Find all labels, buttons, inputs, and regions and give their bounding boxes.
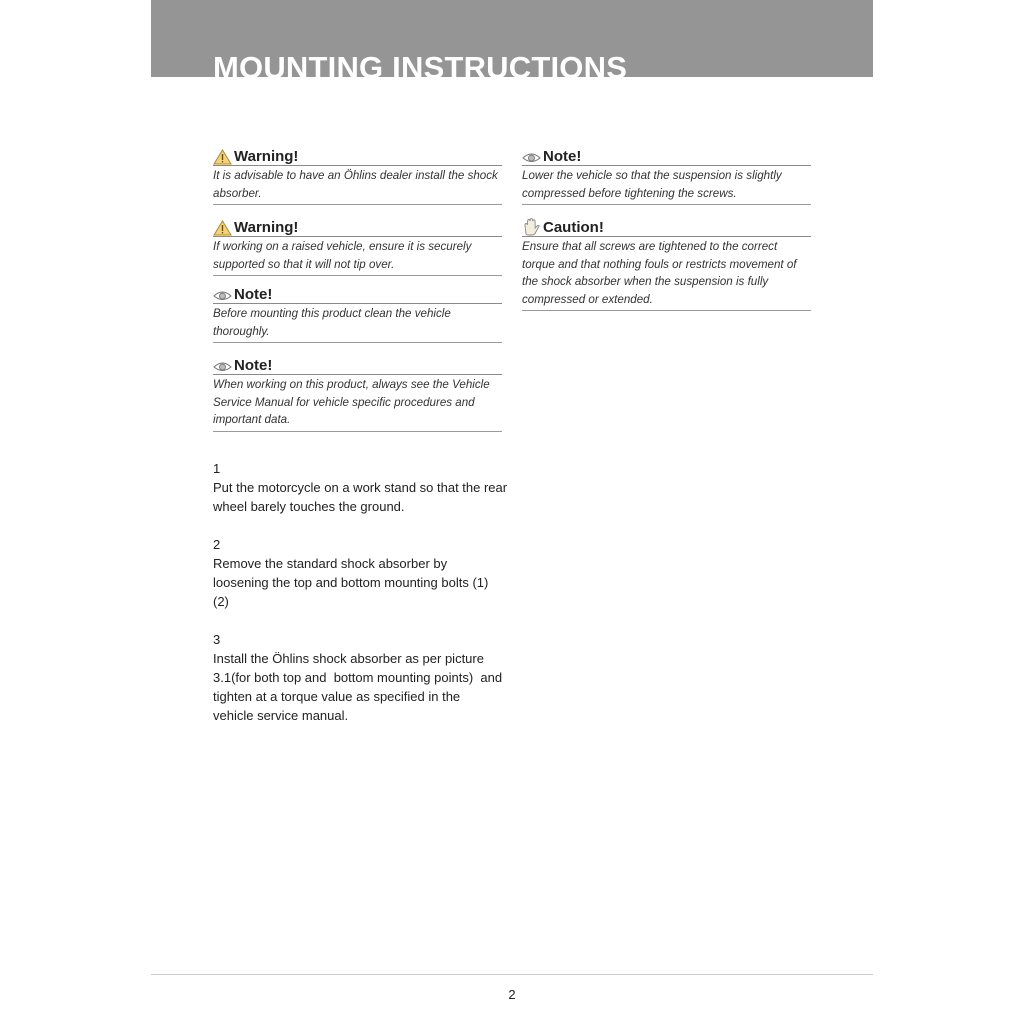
step-text: Put the motorcycle on a work stand so that the rear wheel barely touches the ground. — [213, 480, 508, 514]
notice-header — [522, 217, 811, 237]
warning-notice — [213, 217, 502, 276]
notice-text: If working on a raised vehicle, ensure it is securely supported so that it will not tip over. — [213, 237, 502, 276]
page-title: MOUNTING INSTRUCTIONS — [213, 50, 628, 77]
footer-divider — [151, 974, 873, 975]
notice-text: Before mounting this product clean the vehicle thoroughly. — [213, 304, 502, 343]
step-text: Install the Öhlins shock absorber as per picture 3.1(for both top and bottom mounting points) and tighten at a torque value as specified in the vehicle service manual. — [213, 651, 506, 723]
eye-icon — [522, 149, 541, 165]
step — [213, 630, 513, 725]
page-number: 2 — [508, 987, 516, 1002]
notice-header — [213, 146, 502, 166]
notice-header — [522, 146, 811, 166]
left-notices-column — [213, 146, 502, 444]
notice-title: Warning! — [234, 148, 299, 165]
header-band — [151, 0, 873, 77]
step-number: 1 — [213, 461, 221, 476]
notice-title: Note! — [234, 286, 273, 303]
note-notice — [522, 146, 811, 205]
notice-header — [213, 217, 502, 237]
notice-title: Note! — [543, 148, 582, 165]
step-number: 3 — [213, 632, 221, 647]
notice-text: Ensure that all screws are tightened to the correct torque and that nothing fouls or restricts movement of the shock absorber when the suspension is fully compressed or extended. — [522, 237, 811, 311]
notice-text: When working on this product, always see the Vehicle Service Manual for vehicle specific procedures and important data. — [213, 375, 502, 432]
hand-icon — [522, 218, 541, 236]
note-notice — [213, 355, 502, 432]
caution-notice — [522, 217, 811, 311]
notice-title: Warning! — [234, 219, 299, 236]
right-notices-column — [522, 146, 811, 323]
mounting-steps — [213, 459, 513, 744]
notice-header — [213, 284, 502, 304]
step-number: 2 — [213, 537, 221, 552]
eye-icon — [213, 358, 232, 374]
warning-triangle-icon — [213, 220, 232, 236]
note-notice — [213, 284, 502, 343]
eye-icon — [213, 287, 232, 303]
notice-text: Lower the vehicle so that the suspension is slightly compressed before tightening the screws. — [522, 166, 811, 205]
notice-title: Note! — [234, 357, 273, 374]
step-text: Remove the standard shock absorber by loosening the top and bottom mounting bolts (1) (2) — [213, 556, 489, 609]
step — [213, 535, 513, 611]
notice-header — [213, 355, 502, 375]
step — [213, 459, 513, 516]
warning-triangle-icon — [213, 149, 232, 165]
notice-title: Caution! — [543, 219, 604, 236]
notice-text: It is advisable to have an Öhlins dealer install the shock absorber. — [213, 166, 502, 205]
warning-notice — [213, 146, 502, 205]
